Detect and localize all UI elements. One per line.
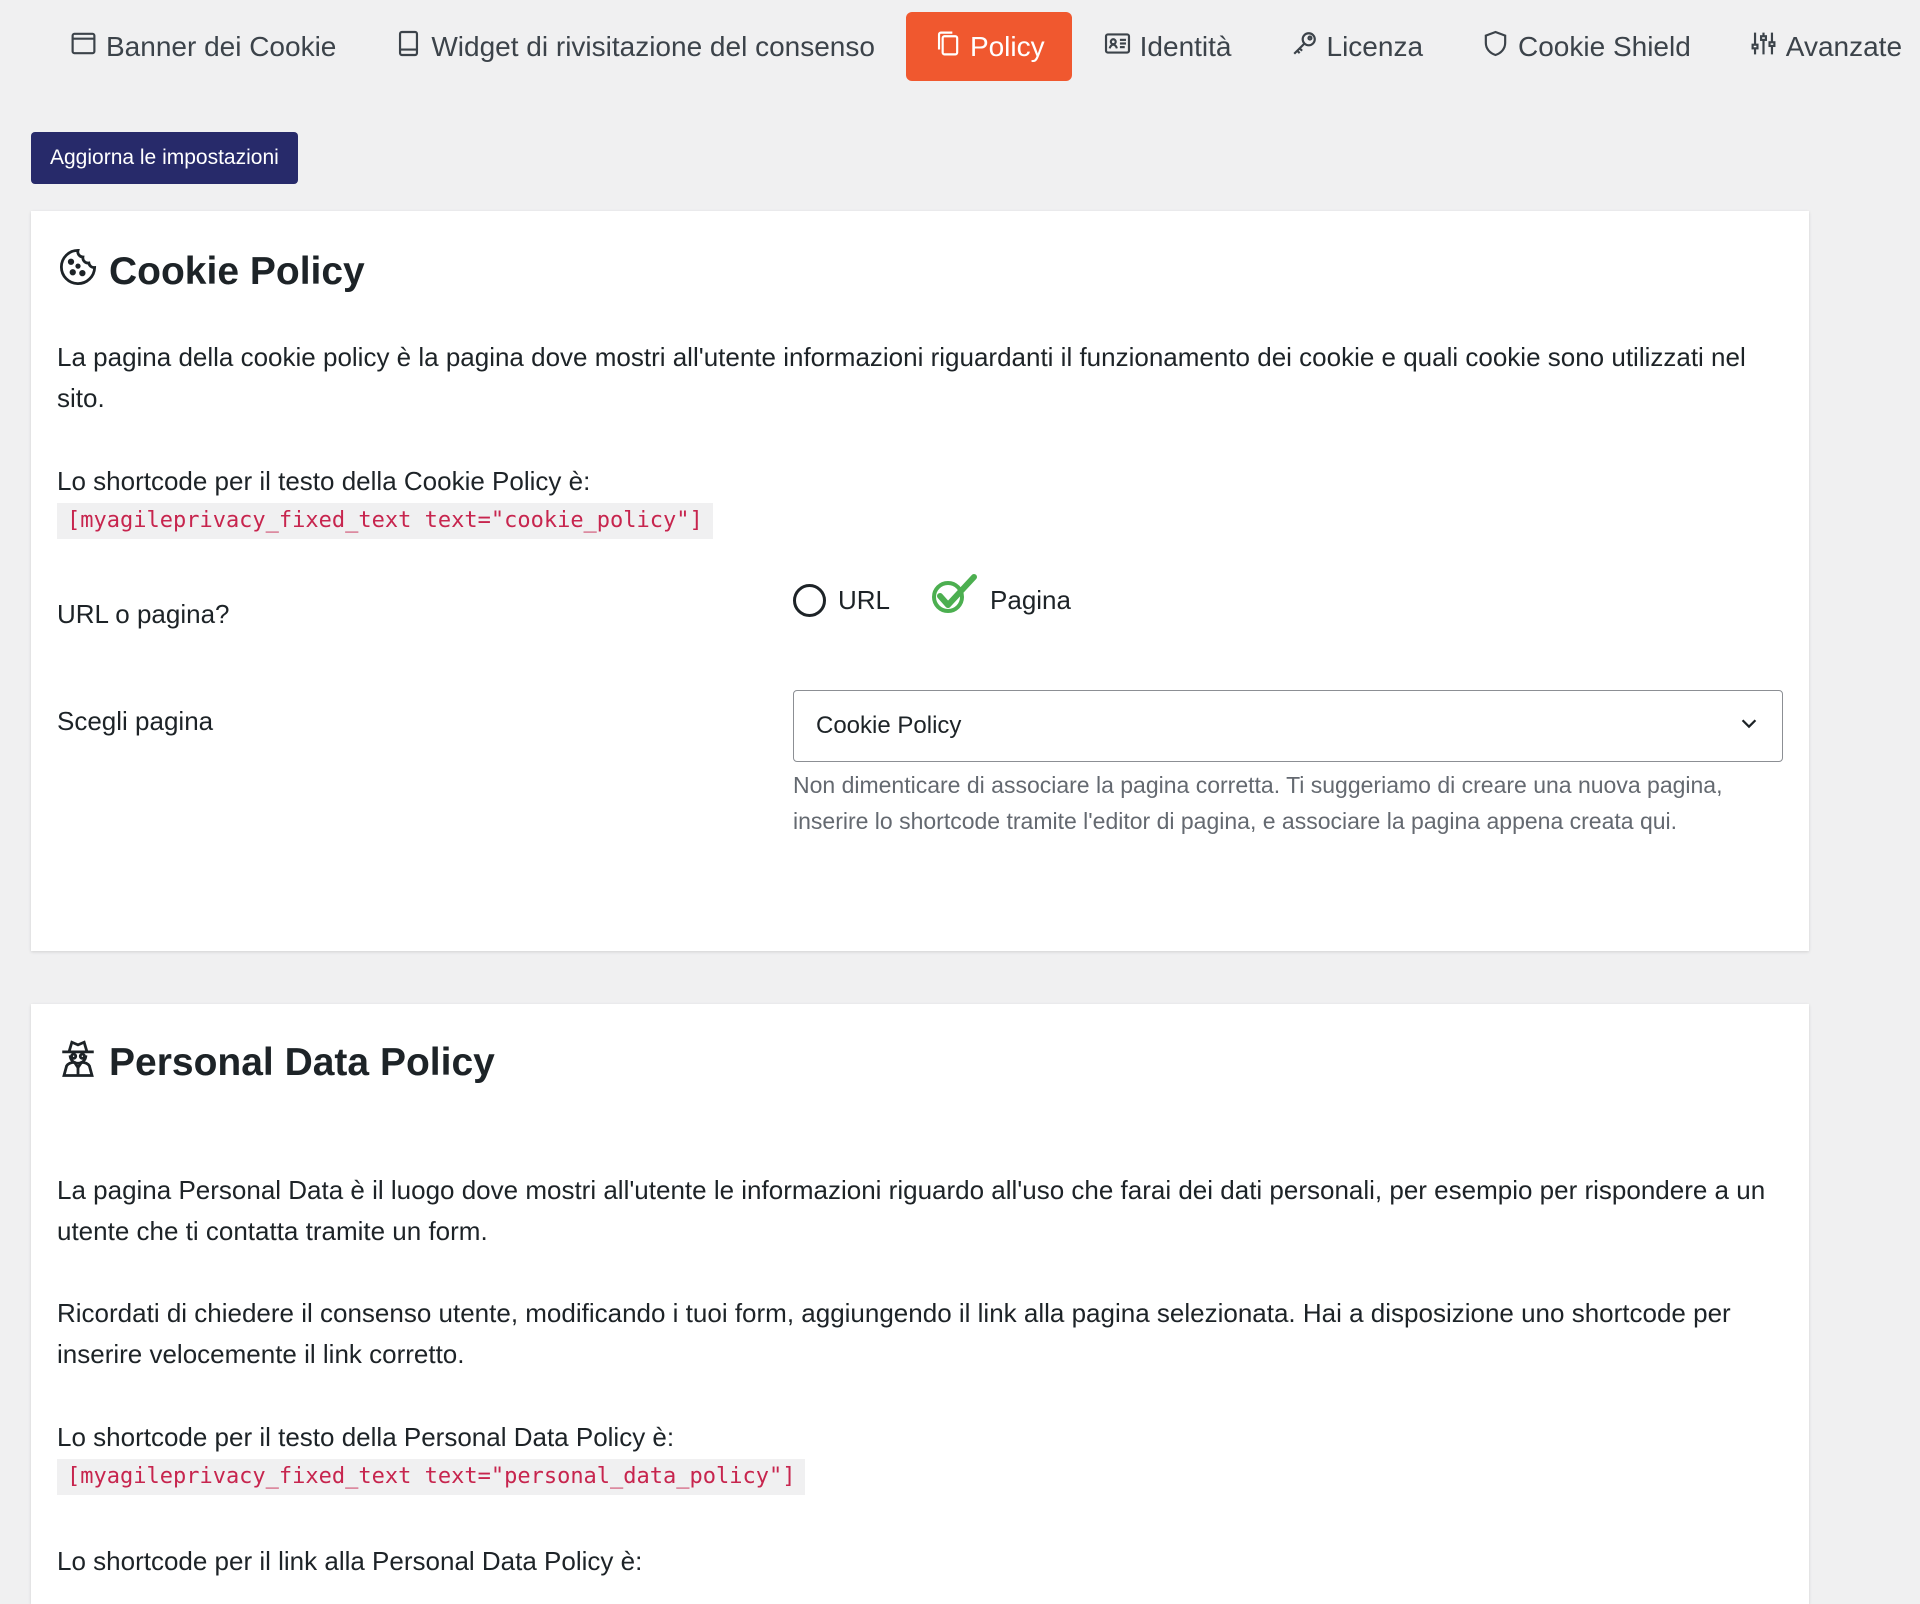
tab-label: Avanzate — [1785, 30, 1903, 62]
spy-icon — [57, 1037, 99, 1089]
personal-data-policy-card — [31, 1004, 1809, 1604]
tab-licenza[interactable] — [1263, 12, 1451, 81]
personal-data-shortcode: [myagileprivacy_fixed_text text="personal_data_policy"] — [57, 1459, 805, 1495]
tab-label: Identità — [1139, 30, 1232, 62]
tab-banner-dei-cookie[interactable] — [42, 12, 363, 81]
radio-pagina-label: Pagina — [990, 584, 1071, 615]
url-or-page-label: URL o pagina? — [57, 599, 230, 629]
cookie-shortcode: [myagileprivacy_fixed_text text="cookie_policy"] — [57, 503, 713, 539]
cookie-policy-card — [31, 211, 1809, 951]
chevron-down-icon — [1738, 712, 1760, 741]
settings-tabs — [42, 12, 1920, 81]
personal-data-link-shortcode-label: Lo shortcode per il link alla Personal Data Policy è: — [57, 1546, 643, 1576]
card-title-text: Cookie Policy — [109, 250, 365, 293]
radio-url-label: URL — [838, 584, 891, 615]
personal-data-shortcode-label: Lo shortcode per il testo della Personal Data Policy è: — [57, 1422, 675, 1452]
tab-label: Cookie Shield — [1518, 30, 1691, 62]
tab-label: Widget di rivisitazione del consenso — [431, 30, 875, 62]
page-select-help: Non dimenticare di associare la pagina corretta. Ti suggeriamo di creare una nuova pagina, inserire lo shortcode tramite l'editor di pagina, e associare la pagina appena creata qui. — [793, 772, 1723, 834]
card-title-text: Personal Data Policy — [109, 1041, 495, 1084]
shield-icon — [1481, 29, 1510, 65]
cookie-policy-description: La pagina della cookie policy è la pagina dove mostri all'utente informazioni riguardanti il funzionamento dei cookie e quali cookie sono utilizzati nel sito. — [57, 342, 1746, 413]
radio-url[interactable] — [793, 584, 890, 617]
tablet-icon — [394, 29, 423, 65]
tab-label: Banner dei Cookie — [106, 30, 337, 62]
copy-icon — [933, 29, 962, 65]
tab-label: Licenza — [1326, 30, 1424, 62]
key-icon — [1290, 29, 1319, 65]
id-card-icon — [1103, 29, 1132, 65]
choose-page-label: Scegli pagina — [57, 706, 214, 736]
tab-cookie-shield[interactable] — [1454, 12, 1718, 81]
cookie-policy-heading — [57, 246, 365, 298]
update-settings-button[interactable]: Aggiorna le impostazioni — [31, 132, 298, 184]
page-select-value: Cookie Policy — [816, 712, 962, 739]
page-select[interactable] — [793, 690, 1783, 762]
url-or-page-radio-group — [793, 583, 1111, 617]
cookie-icon — [57, 246, 99, 298]
window-icon — [69, 29, 98, 65]
tab-identita[interactable] — [1076, 12, 1259, 81]
personal-data-reminder: Ricordati di chiedere il consenso utente, modificando i tuoi form, aggiungendo il link alla pagina selezionata. Hai a disposizione uno shortcode per inserire velocemente il link corretto. — [57, 1298, 1731, 1369]
personal-data-policy-heading — [57, 1037, 495, 1089]
cookie-shortcode-label: Lo shortcode per il testo della Cookie Policy è: — [57, 466, 591, 496]
personal-data-description: La pagina Personal Data è il luogo dove mostri all'utente le informazioni riguardo all'uso che farai dei dati personali, per esempio per rispondere a un utente che ti contatta tramite un form. — [57, 1175, 1766, 1246]
tab-widget-consenso[interactable] — [367, 12, 902, 81]
sliders-icon — [1749, 29, 1778, 65]
radio-unchecked-icon[interactable] — [793, 584, 826, 617]
radio-pagina[interactable] — [930, 583, 1071, 617]
tab-label: Policy — [969, 30, 1045, 62]
tab-policy[interactable] — [906, 12, 1072, 81]
checkmark-icon[interactable] — [930, 583, 978, 617]
tab-avanzate[interactable] — [1722, 12, 1920, 81]
